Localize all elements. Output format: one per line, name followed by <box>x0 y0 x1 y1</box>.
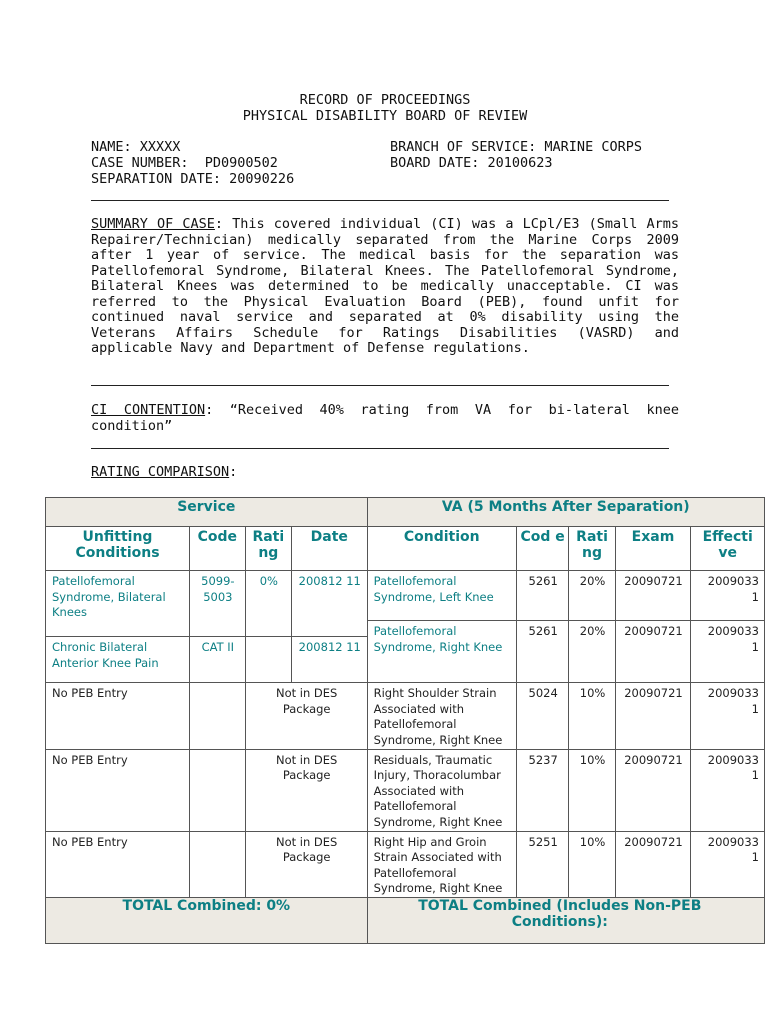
document-title <box>0 93 770 125</box>
row1-code-spacer <box>190 621 246 637</box>
row1-va-a-exam: 20090721 <box>615 571 691 621</box>
nonpeb1-va-exam: 20090721 <box>615 683 691 749</box>
row1-va-a-code: 5261 <box>516 571 569 621</box>
nonpeb3-des: Not in DES Package <box>245 831 367 897</box>
nonpeb2-va-exam: 20090721 <box>615 749 691 831</box>
nonpeb1-condition: No PEB Entry <box>46 683 190 749</box>
nonpeb2-code <box>190 749 246 831</box>
table-row <box>46 749 765 831</box>
col-exam: Exam <box>615 527 691 571</box>
divider-3 <box>91 448 669 449</box>
divider-1 <box>91 200 669 201</box>
contention-text: : “Received 40% rating from VA for bi-lateral knee condition” <box>91 402 679 434</box>
row1-condition-spacer <box>46 621 190 637</box>
table-row <box>46 683 765 749</box>
nonpeb1-va-rating: 10% <box>569 683 615 749</box>
nonpeb3-code <box>190 831 246 897</box>
summary-heading: SUMMARY OF CASE <box>91 216 215 232</box>
table-row <box>46 831 765 897</box>
case-number-field: CASE NUMBER: PD0900502 <box>91 155 278 171</box>
col-date: Date <box>291 527 367 571</box>
case-info-left <box>91 140 294 188</box>
rating-heading-text: RATING COMPARISON <box>91 464 230 480</box>
title-line-1: RECORD OF PROCEEDINGS <box>299 92 471 108</box>
nonpeb2-va-effective: 2009033 1 <box>691 749 765 831</box>
contention-heading: CI CONTENTION <box>91 402 206 418</box>
va-header: VA (5 Months After Separation) <box>367 498 764 527</box>
total-va: TOTAL Combined (Includes Non-PEB Conditions): <box>367 898 764 944</box>
col-unfitting-conditions: Unfitting Conditions <box>46 527 190 571</box>
nonpeb3-va-exam: 20090721 <box>615 831 691 897</box>
nonpeb1-des: Not in DES Package <box>245 683 367 749</box>
board-date-field: BOARD DATE: 20100623 <box>390 155 553 171</box>
row2-rating <box>245 637 291 683</box>
row1-va-b-rating: 20% <box>569 621 615 683</box>
name-field: NAME: XXXXX <box>91 139 181 155</box>
row2-date: 200812 11 <box>291 637 367 683</box>
summary-paragraph <box>91 217 679 357</box>
row1-va-a-effective: 2009033 1 <box>691 571 765 621</box>
nonpeb2-va-condition: Residuals, Traumatic Injury, Thoracolumbar Associated with Patellofemoral Syndrome, Right Knee <box>367 749 516 831</box>
summary-text: : This covered individual (CI) was a LCpl/E3 (Small Arms Repairer/Technician) medically separated from the Marine Corps 2009 after 1 year of service. The medical basis for the separation was Patellofemoral Syndrome, Bilateral Knees. The Patellofemoral Syndrome, Bilateral Knees was determined to be medically unacceptable. CI was referred to the Physical Evaluation Board (PEB), found unfit for continued naval service and separated at 0% disability using the Veterans Affairs Schedule for Ratings Disabilities (VASRD) and applicable Navy and Department of Defense regulations. <box>91 216 679 356</box>
table-row <box>46 621 765 637</box>
row1-code: 5099-5003 <box>190 571 246 621</box>
row1-va-b-exam: 20090721 <box>615 621 691 683</box>
nonpeb1-code <box>190 683 246 749</box>
row1-va-b-code: 5261 <box>516 621 569 683</box>
col-va-rating: Rati ng <box>569 527 615 571</box>
nonpeb2-des: Not in DES Package <box>245 749 367 831</box>
separation-date-field: SEPARATION DATE: 20090226 <box>91 171 295 187</box>
nonpeb3-va-code: 5251 <box>516 831 569 897</box>
case-info-right <box>390 140 642 172</box>
table-row <box>46 898 765 944</box>
row1-condition: Patellofemoral Syndrome, Bilateral Knees <box>46 571 190 621</box>
nonpeb1-va-condition: Right Shoulder Strain Associated with Patellofemoral Syndrome, Right Knee <box>367 683 516 749</box>
row2-condition: Chronic Bilateral Anterior Knee Pain <box>46 637 190 683</box>
nonpeb3-va-rating: 10% <box>569 831 615 897</box>
col-va-code: Cod e <box>516 527 569 571</box>
nonpeb3-va-condition: Right Hip and Groin Strain Associated with Patellofemoral Syndrome, Right Knee <box>367 831 516 897</box>
row1-rating: 0% <box>245 571 291 637</box>
col-effective: Effecti ve <box>691 527 765 571</box>
rating-comparison-table <box>45 497 765 944</box>
row1-va-b-effective: 2009033 1 <box>691 621 765 683</box>
branch-field: BRANCH OF SERVICE: MARINE CORPS <box>390 139 642 155</box>
col-condition: Condition <box>367 527 516 571</box>
service-header: Service <box>46 498 368 527</box>
row1-va-a-rating: 20% <box>569 571 615 621</box>
row2-code: CAT II <box>190 637 246 683</box>
title-line-2: PHYSICAL DISABILITY BOARD OF REVIEW <box>242 108 528 124</box>
nonpeb2-va-code: 5237 <box>516 749 569 831</box>
row1-va-b-condition: Patellofemoral Syndrome, Right Knee <box>367 621 516 683</box>
rating-heading-colon: : <box>229 464 238 480</box>
divider-2 <box>91 385 669 386</box>
nonpeb1-va-effective: 2009033 1 <box>691 683 765 749</box>
nonpeb3-condition: No PEB Entry <box>46 831 190 897</box>
total-service: TOTAL Combined: 0% <box>46 898 368 944</box>
nonpeb3-va-effective: 2009033 1 <box>691 831 765 897</box>
contention-paragraph <box>91 403 679 434</box>
row1-date-spacer <box>291 621 367 637</box>
row1-va-a-condition: Patellofemoral Syndrome, Left Knee <box>367 571 516 621</box>
nonpeb2-va-rating: 10% <box>569 749 615 831</box>
nonpeb1-va-code: 5024 <box>516 683 569 749</box>
nonpeb2-condition: No PEB Entry <box>46 749 190 831</box>
table-row <box>46 571 765 621</box>
rating-comparison-heading <box>91 465 679 481</box>
col-rating: Rati ng <box>245 527 291 571</box>
col-code: Code <box>190 527 246 571</box>
row1-date: 200812 11 <box>291 571 367 621</box>
